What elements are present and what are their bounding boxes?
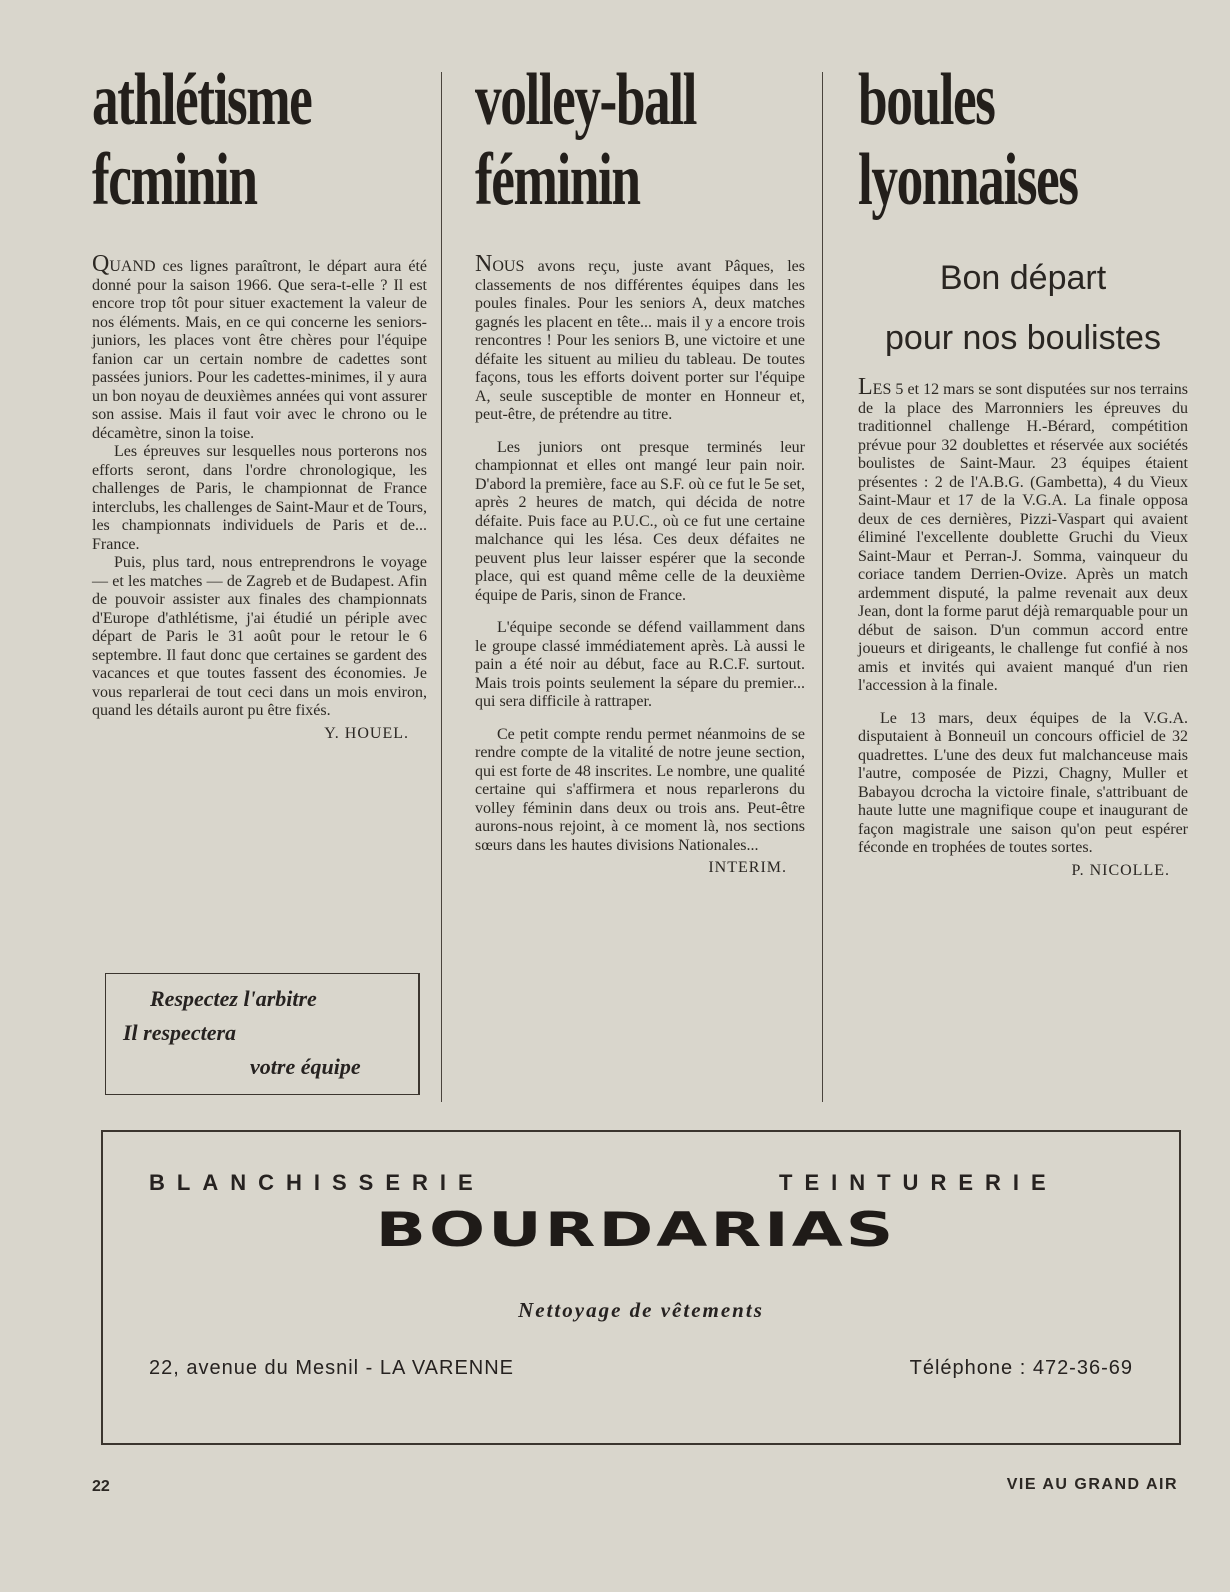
paragraph (92, 251, 427, 443)
dropcap: L (858, 374, 873, 400)
article-heading (92, 60, 333, 240)
article-heading (858, 60, 1096, 240)
paragraph: Les juniors ont presque terminés leur championnat et elles ont mangé leur pain noir. D'abord la première, face au S.F. où ce fut le 5e set, après 2 heures de match, qui décida de notre défaite. Puis face au P.U.C., où ce fut une certaine malchance qui les lésa. Ces deux défaites ne peuvent plus leur laisser espérer que la seconde place, qui est quand même celle de la deuxième équipe de Paris, sinon de France. (475, 438, 805, 604)
subheading-line: pour nos boulistes (885, 319, 1161, 357)
paragraph-text: UAND ces lignes paraîtront, le départ aura été donné pour la saison 1966. Que sera-t-elle ? Il est encore trop tôt pour situer exactement la valeur de nos éléments. Mais, en ce qui concerne les seniors-juniors, les places vont être chères pour l'équipe fanion car un certain nombre de cadettes sont passées juniors. Pour les cadettes-minimes, il y aura un bon noyau de deuxièmes années qui vont assurer son assise. Mais il faut voir avec le chrono ou le décamètre, sinon la toise. (92, 258, 427, 442)
article-body (858, 374, 1188, 858)
ad-brand: BOURDARIAS (375, 1202, 897, 1258)
paragraph: Puis, plus tard, nous entreprendrons le voyage — et les matches — de Zagreb et de Budapest. Afin de pouvoir assister aux finales des championnats d'Europe d'athlétisme, j'ai étudié un périple avec départ de Paris le 31 août pour le retour le 6 septembre. Il faut donc que certaines se gardent des vacances et que toutes fassent des économies. Je vous reparlerai de tout ceci dans un mois environ, quand les détails auront pu être fixés. (92, 554, 427, 719)
page-number: 22 (92, 1478, 110, 1495)
magazine-title: VIE AU GRAND AIR (1006, 1476, 1178, 1493)
ad-phone: Téléphone : 472-36-69 (909, 1357, 1133, 1379)
article-subheading (858, 248, 1188, 368)
subheading-line: Bon départ (939, 259, 1107, 297)
paragraph (858, 374, 1188, 696)
article-signature: P. NICOLLE. (1071, 861, 1170, 879)
heading-line: fcminin (92, 139, 257, 221)
column-divider (822, 72, 823, 1102)
ad-service-right: TEINTURERIE (779, 1170, 1058, 1195)
paragraph-text: OUS avons reçu, juste avant Pâques, les classements de nos différentes équipes dans les poules finales. Pour les seniors A, deux matches gagnés les placent en tête... mais il y a encore trois rencontres ! Pour les seniors B, une victoire et une défaite les situent au milieu du tableau. De toutes façons, tous les efforts doivent porter sur l'équipe A, seule susceptible de monter en Honneur et, peut-être, de prétendre au titre. (475, 258, 805, 423)
ad-address: 22, avenue du Mesnil - LA VARENNE (149, 1357, 515, 1379)
article-volley-ball (475, 60, 805, 877)
slogan-line: votre équipe (250, 1054, 361, 1079)
article-athletisme (92, 60, 427, 743)
paragraph: Le 13 mars, deux équipes de la V.G.A. disputaient à Bonneuil un concours officiel de 32 quadrettes. L'une des deux fut malchanceuse mais l'autre, composée de Pizzi, Chagny, Muller et Babayou dcrocha la victoire finale, s'attribuant de haute lutte une magnifique coupe et inaugurant de façon magistrale une saison qu'on peut espérer féconde en trophées de toutes sortes. (858, 709, 1188, 856)
article-boules-lyonnaises (858, 60, 1188, 880)
heading-line: athlétisme (92, 59, 312, 141)
slogan-border (105, 974, 106, 1094)
ad-service-left: BLANCHISSERIE (149, 1170, 485, 1195)
heading-line: lyonnaises (858, 139, 1078, 221)
advertisement (101, 1130, 1181, 1445)
column-divider (441, 72, 442, 1102)
dropcap: Q (92, 251, 110, 277)
paragraph: Les épreuves sur lesquelles nous porterons nos efforts seront, dans l'ordre chronologique, les challenges de Paris, le championnat de France interclubs, les challenges de Saint-Maur et de Tours, les championnats individuels de Paris et de... France. (92, 443, 427, 553)
paragraph (475, 251, 805, 425)
slogan-border (418, 974, 420, 1094)
article-body (92, 251, 427, 721)
ad-tagline: Nettoyage de vêtements (518, 1298, 764, 1322)
paragraph: L'équipe seconde se défend vaillamment dans le groupe classé immédiatement après. Là aussi le pain a été noir au début, face au R.C.F. surtout. Mais trois points seulement la sépare du premier... qui sera difficile à rattraper. (475, 619, 805, 710)
article-heading (475, 60, 713, 240)
heading-line: boules (858, 59, 995, 141)
slogan-box (105, 973, 420, 1095)
heading-line: féminin (475, 139, 640, 221)
article-signature: Y. HOUEL. (324, 724, 409, 742)
paragraph: Ce petit compte rendu permet néanmoins de se rendre compte de la vitalité de notre jeune section, qui est forte de 48 inscrites. Le nombre, une qualité certaine qui s'affirmera et nous reparlerons du volley féminin dans deux ou trois ans. Peut-être aurons-nous rejoint, à ce moment là, nos sections sœurs dans les hautes divisions Nationales... (475, 725, 805, 854)
article-signature: INTERIM. (708, 859, 787, 876)
heading-line: volley-ball (475, 59, 696, 141)
paragraph-text: ES 5 et 12 mars se sont disputées sur nos terrains de la place des Marronniers les épreuves du traditionnel challenge H.-Bérard, compétition prévue pour 32 doublettes et réservée aux sociétés boulistes de Saint-Maur. 23 équipes étaient présentes : 2 de l'A.B.G. (Gambetta), 4 du Vieux Saint-Maur et 17 de la V.G.A. La finale opposa deux de ces dernières, Pizzi-Vaspart qui avaient éliminé l'excellente doublette Gruchi du Vieux Saint-Maur et Perran-J. Somma, vainqueur du coriace tandem Derrien-Ovize. Après un match ardemment disputé, la palme revenait aux deux Jean, dont la forme parut déjà remarquable pour un début de saison. D'un commun accord entre joueurs et dirigeants, le challenge fut confié à nos amis et invités qui avaient manqué d'un rien l'accession à la finale. (858, 381, 1188, 694)
article-body (475, 251, 805, 855)
slogan-line: Respectez l'arbitre (150, 986, 317, 1011)
dropcap: N (475, 251, 493, 277)
slogan-line: Il respectera (123, 1020, 237, 1045)
